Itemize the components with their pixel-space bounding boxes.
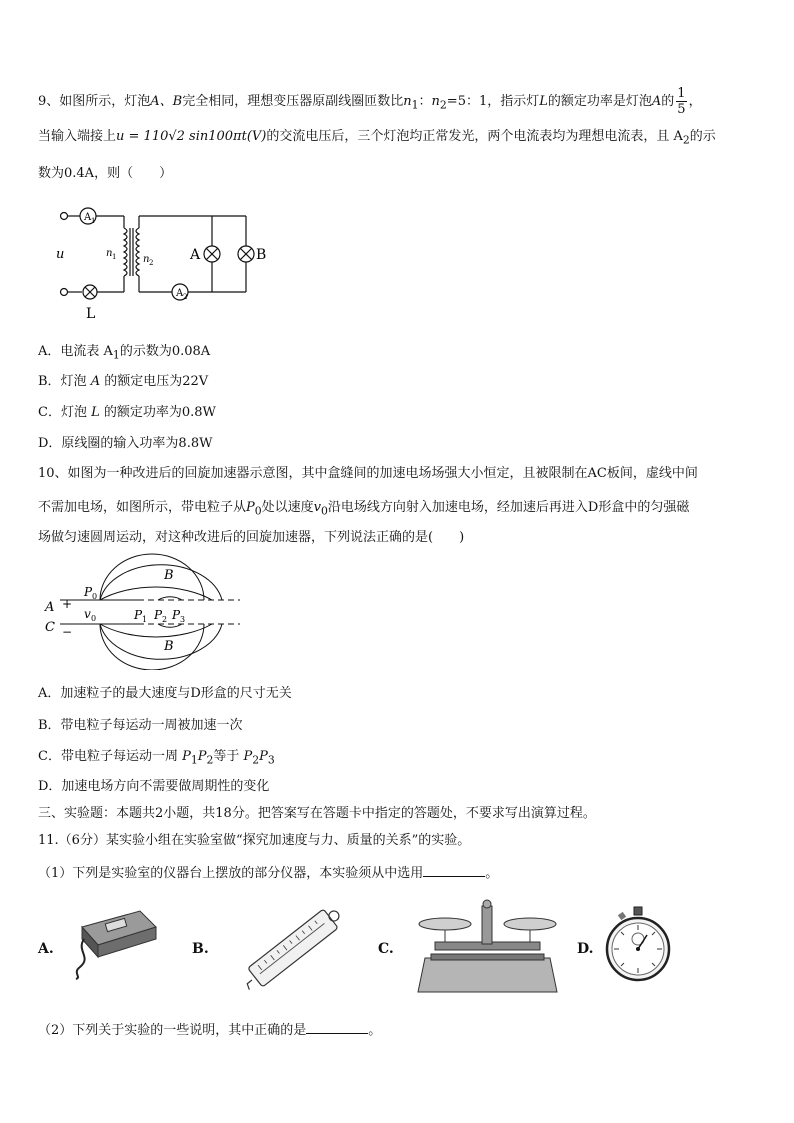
v0-label: v (84, 607, 91, 621)
q9-option-d: D．原线圈的输入功率为8.8W (38, 436, 213, 451)
p2-sub-label: 2 (162, 615, 168, 624)
plate-a-label: A (45, 600, 55, 615)
a2-sub-label: 2 (183, 293, 188, 301)
cyclotron-figure (40, 552, 250, 670)
q11-sub1: （1）下列是实验室的仪器台上摆放的部分仪器，本实验须从中选用 。 (38, 862, 498, 884)
primary-coil-icon (124, 228, 127, 276)
answer-blank-2[interactable] (306, 1019, 368, 1034)
p1-label: P (134, 608, 143, 622)
answer-blank-1[interactable] (423, 862, 485, 877)
v0-sub-label: 0 (91, 614, 97, 623)
fraction-one-fifth: $\frac{1}{5}$ (677, 86, 686, 117)
minus-label: − (62, 625, 73, 639)
q9-line2: 当输入端接上u = 110√2 sin100πt(V)的交流电压后，三个灯泡均正常发光，两个电流表均为理想电流表，且 $A_2$的示 (38, 129, 716, 147)
a1-sub-label: 1 (91, 217, 96, 225)
spring-scale-icon (235, 896, 353, 1006)
plate-c-label: C (45, 620, 55, 635)
q10-option-c: C．带电粒子每运动一周 $P_1P_2$等于 $P_2P_3$ (38, 749, 275, 767)
lamp-a-label: A (190, 247, 201, 263)
plus-label: + (62, 597, 73, 611)
input-terminal-top (61, 213, 68, 220)
b-bottom-label: B (164, 639, 174, 654)
n2-sub-label: 2 (149, 259, 154, 267)
a1-label: A (84, 212, 92, 223)
stopwatch-icon (603, 905, 673, 985)
u-label: u (56, 247, 65, 262)
a2-label: A (176, 288, 184, 299)
q10-line1: 10、如图为一种改进后的回旋加速器示意图，其中盒缝间的加速电场场强大小恒定，且被限制在AC板间，虚线中间 (38, 466, 698, 481)
b-top-label: B (164, 568, 174, 583)
q10-line2: 不需加电场，如图所示，带电粒子从$P_0$处以速度$v_0$沿电场线方向射入加速电场，经加速后再进入D形盒中的匀强磁 (38, 500, 690, 518)
instrument-d-label: D. (577, 941, 594, 957)
lamp-b-label: B (256, 247, 267, 263)
q11-sub2: （2）下列关于实验的一些说明，其中正确的是 。 (38, 1019, 381, 1041)
q10-option-d: D．加速电场方向不需要做周期性的变化 (38, 779, 270, 794)
n1-sub-label: 1 (112, 253, 117, 261)
instrument-c-label: C. (378, 941, 394, 957)
instrument-b-label: B. (192, 941, 209, 957)
input-terminal-bottom (61, 289, 68, 296)
n2-label: n (143, 254, 150, 265)
q11-title: 11.（6分）某实验小组在实验室做“探究加速度与力、质量的关系”的实验。 (38, 833, 471, 848)
q9-line3: 数为0.4A，则（ ） (38, 166, 173, 181)
q10-option-a: A．加速粒子的最大速度与D形盒的尺寸无关 (38, 686, 292, 701)
balance-scale-icon (415, 896, 560, 996)
q10-line3: 场做匀速圆周运动，对这种改进后的回旋加速器，下列说法正确的是( ) (38, 530, 465, 545)
p1-sub-label: 1 (142, 615, 148, 624)
instrument-a-label: A. (38, 941, 54, 957)
secondary-coil-icon (136, 228, 139, 276)
lamp-l-label: L (86, 306, 96, 322)
q9-option-a: A．电流表 $A_1$的示数为0.08A (38, 344, 211, 362)
p0-label: P (84, 585, 93, 599)
p3-sub-label: 3 (180, 615, 186, 624)
timer-device-icon (62, 905, 162, 980)
transformer-circuit-figure (50, 200, 280, 325)
q10-option-b: B．带电粒子每运动一周被加速一次 (38, 718, 243, 733)
section-3-heading: 三、实验题：本题共2小题，共18分。把答案写在答题卡中指定的答题处，不要求写出演算过程。 (38, 806, 596, 821)
p0-sub-label: 0 (92, 592, 98, 601)
p2-label: P (154, 608, 163, 622)
q9-line1: 9、如图所示，灯泡A、B完全相同，理想变压器原副线圈匝数比$n_1$：$n_2=5$：1，指示灯L的额定功率是灯泡A的 $\frac{1}{5}$ ， (38, 86, 702, 117)
p3-label: P (172, 608, 181, 622)
q9-option-c: C．灯泡 L 的额定功率为0.8W (38, 405, 216, 420)
n1-label: n (106, 248, 113, 259)
q9-option-b: B．灯泡 A 的额定电压为22V (38, 374, 209, 389)
